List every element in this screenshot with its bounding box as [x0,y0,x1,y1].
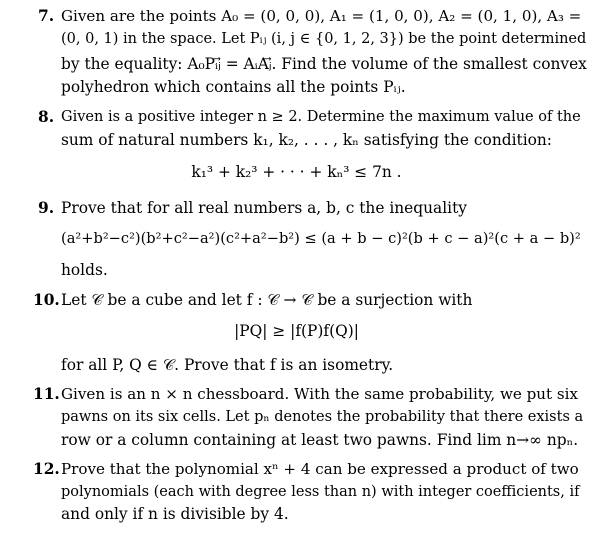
problem-7-line-4: polyhedron which contains all the points Pᵢⱼ. [61,78,406,96]
problem-12-number: 12. [33,460,60,478]
problem-9-line-1: Prove that for all real numbers a, b, c the inequality [61,199,467,217]
problem-12-line-3: and only if n is divisible by 4. [61,505,289,523]
problem-11-line-2: pawns on its six cells. Let pₙ denotes the probability that there exists a [61,409,584,425]
problem-11-number: 11. [33,385,60,403]
problem-10-formula: |PQ| ≥ |f(P)f(Q)| [234,322,359,340]
problem-7-line-2: (0, 0, 1) in the space. Let Pᵢⱼ (i, j ∈ {0, 1, 2, 3}) be the point determined [61,31,587,47]
problem-9-formula: (a²+b²−c²)(b²+c²−a²)(c²+a²−b²) ≤ (a + b − c)²(b + c − a)²(c + a − b)² [61,230,581,247]
problem-7-number: 7. [38,7,55,25]
problem-10-tail: for all P, Q ∈ 𝒞. Prove that f is an isometry. [61,356,394,374]
problem-9-tail: holds. [61,261,108,279]
problem-12-line-1: Prove that the polynomial xⁿ + 4 can be expressed a product of two [61,460,579,478]
problem-7-line-3: by the equality: A₀Pᵢⱼ⃗ = AᵢAⱼ⃗. Find the volume of the smallest convex [61,55,587,73]
problem-10-line-1: Let 𝒞 be a cube and let f : 𝒞 → 𝒞 be a surjection with [61,291,473,309]
problem-10-number: 10. [33,291,60,309]
problem-8-line-2: sum of natural numbers k₁, k₂, . . . , kₙ satisfying the condition: [61,131,552,149]
problem-8-number: 8. [38,108,55,126]
problem-12-line-2: polynomials (each with degree less than n) with integer coefficients, if [61,484,580,500]
problem-11-line-1: Given is an n × n chessboard. With the same probability, we put six [61,385,578,403]
problem-9-number: 9. [38,199,55,217]
problem-8-line-1: Given is a positive integer n ≥ 2. Determine the maximum value of the [61,109,581,125]
problem-11-line-3: row or a column containing at least two pawns. Find lim n→∞ npₙ. [61,431,579,449]
problem-8-formula: k₁³ + k₂³ + · · · + kₙ³ ≤ 7n . [191,163,402,181]
problem-7-line-1: Given are the points A₀ = (0, 0, 0), A₁ = (1, 0, 0), A₂ = (0, 1, 0), A₃ = [61,7,582,25]
